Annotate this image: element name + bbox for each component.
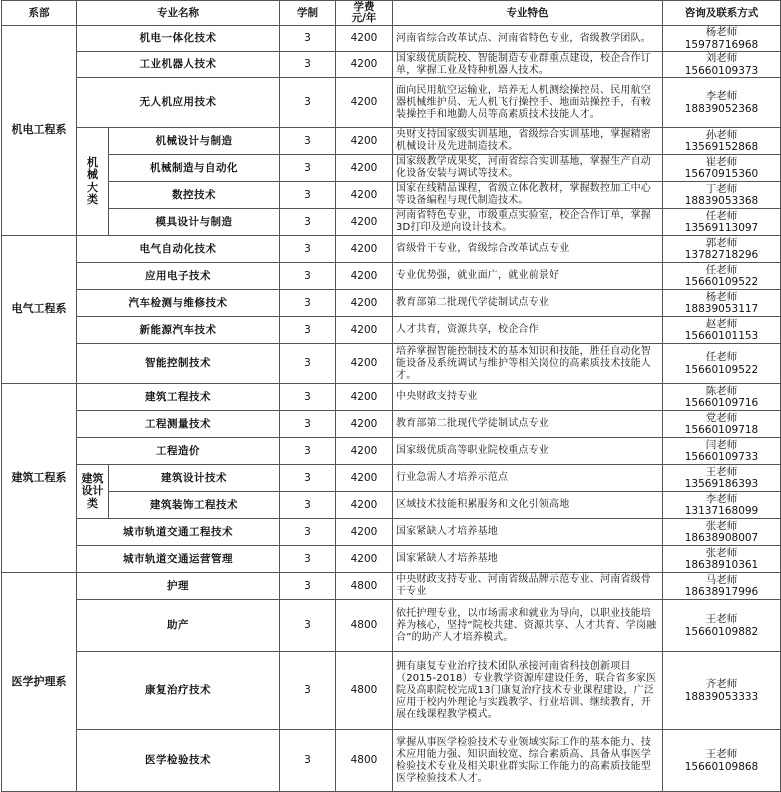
teacher: 杨老师 — [705, 26, 738, 38]
major-name: 应用电子技术 — [77, 263, 280, 290]
phone: 15660109522 — [684, 363, 759, 376]
fee: 4200 — [336, 209, 393, 236]
table-row — [2, 317, 781, 344]
teacher: 李老师 — [705, 90, 738, 102]
feature: 省级骨干专业，省级综合改革试点专业 — [393, 236, 663, 263]
contact — [663, 52, 781, 78]
subgroup-char: 机 — [87, 155, 98, 169]
teacher: 刘老师 — [705, 52, 738, 64]
table-row — [2, 438, 781, 465]
table-row — [2, 209, 781, 236]
major-name: 工程测量技术 — [77, 411, 280, 438]
table-row — [2, 600, 781, 652]
major-name: 康复治疗技术 — [77, 652, 280, 730]
major-name: 医学检验技术 — [77, 730, 280, 792]
fee: 4200 — [336, 52, 393, 78]
duration: 3 — [280, 438, 336, 465]
teacher: 杨老师 — [705, 290, 738, 303]
table-row — [2, 573, 781, 600]
major-name: 工业机器人技术 — [77, 52, 280, 78]
table-row — [2, 730, 781, 792]
feature: 拥有康复专业治疗技术团队承接河南省科技创新项目（2015-2018）专业教学资源库建设任务，联合省多家医院及高职院校完成13门康复治疗技术专业课程建设，广泛应用于校内外理论与实践教学、行业培训、继续教育，开展在线课程教学模式。 — [393, 652, 663, 730]
duration: 3 — [280, 182, 336, 209]
table-row — [2, 78, 781, 128]
phone: 18839052368 — [684, 102, 759, 115]
phone: 13569186393 — [684, 478, 759, 490]
major-name: 机械设计与制造 — [109, 128, 280, 155]
major-name: 机电一体化技术 — [77, 26, 280, 52]
duration: 3 — [280, 209, 336, 236]
contact — [663, 128, 781, 155]
phone: 18638908007 — [684, 532, 759, 544]
dept-dianqi: 电气工程系 — [2, 236, 77, 384]
header-fee — [336, 1, 393, 26]
major-name: 模具设计与制造 — [109, 209, 280, 236]
major-name: 机械制造与自动化 — [109, 155, 280, 182]
header-fee-line1: 学费 — [353, 1, 375, 13]
duration: 3 — [280, 600, 336, 652]
teacher: 陈老师 — [705, 384, 738, 397]
phone: 15978716968 — [684, 38, 759, 51]
contact — [663, 465, 781, 492]
table-row — [2, 128, 781, 155]
phone: 15660109868 — [684, 760, 759, 773]
contact — [663, 236, 781, 263]
teacher: 张老师 — [705, 546, 738, 559]
header-feature: 专业特色 — [393, 1, 663, 26]
teacher: 任老师 — [705, 351, 738, 363]
table-row — [2, 465, 781, 492]
contact — [663, 411, 781, 438]
phone: 15660109882 — [684, 625, 759, 638]
majors-table — [1, 0, 781, 792]
phone: 15660109733 — [684, 451, 759, 463]
phone: 15670915360 — [684, 168, 759, 180]
table-row — [2, 546, 781, 573]
feature: 教育部第二批现代学徒制试点专业 — [393, 411, 663, 438]
fee: 4200 — [336, 317, 393, 344]
feature: 国家在线精品课程，省级立体化教材，掌握数控加工中心等设备编程与现代制造技术。 — [393, 182, 663, 209]
fee: 4200 — [336, 290, 393, 317]
fee: 4200 — [336, 438, 393, 465]
duration: 3 — [280, 411, 336, 438]
teacher: 赵老师 — [705, 317, 738, 330]
subgroup-jianzhu-sheji — [77, 465, 109, 519]
duration: 3 — [280, 730, 336, 792]
duration: 3 — [280, 236, 336, 263]
phone: 15660109373 — [684, 64, 759, 77]
phone: 15660109716 — [684, 397, 759, 409]
teacher: 齐老师 — [705, 678, 738, 690]
contact — [663, 290, 781, 317]
major-name: 建筑工程技术 — [77, 384, 280, 411]
duration: 3 — [280, 52, 336, 78]
table-row — [2, 290, 781, 317]
major-name: 建筑装饰工程技术 — [109, 492, 280, 519]
contact — [663, 155, 781, 182]
major-name: 智能控制技术 — [77, 344, 280, 384]
fee: 4200 — [336, 492, 393, 519]
teacher: 闫老师 — [705, 438, 738, 451]
phone: 18839053117 — [684, 303, 759, 315]
teacher: 王老师 — [705, 465, 738, 478]
dept-jianzhu: 建筑工程系 — [2, 384, 77, 573]
contact — [663, 344, 781, 384]
table-row — [2, 182, 781, 209]
major-name: 汽车检测与维修技术 — [77, 290, 280, 317]
phone: 18839053333 — [684, 690, 759, 703]
contact — [663, 519, 781, 546]
fee: 4800 — [336, 652, 393, 730]
major-name: 建筑设计技术 — [109, 465, 280, 492]
feature: 面向民用航空运输业，培养无人机测绘操控员、民用航空器机械维护员、无人机飞行操控手、地面站操控手，有較装操控手和地勤人员等高素质技术技能人才。 — [393, 78, 663, 128]
duration: 3 — [280, 573, 336, 600]
major-name: 电气自动化技术 — [77, 236, 280, 263]
table-row — [2, 155, 781, 182]
duration: 3 — [280, 290, 336, 317]
fee: 4800 — [336, 573, 393, 600]
subgroup-char: 类 — [87, 193, 98, 206]
fee: 4200 — [336, 236, 393, 263]
fee: 4200 — [336, 384, 393, 411]
teacher: 任老师 — [705, 209, 738, 222]
table-row — [2, 236, 781, 263]
major-name: 城市轨道交通工程技术 — [77, 519, 280, 546]
subgroup-char: 设计 — [81, 484, 104, 498]
teacher: 任老师 — [705, 263, 738, 276]
table-row — [2, 52, 781, 78]
subgroup-char: 械 — [87, 168, 98, 181]
teacher: 崔老师 — [705, 155, 738, 168]
duration: 3 — [280, 263, 336, 290]
contact — [663, 600, 781, 652]
feature: 国家紧缺人才培养基地 — [393, 519, 663, 546]
teacher: 李老师 — [705, 492, 738, 505]
contact — [663, 652, 781, 730]
header-major: 专业名称 — [77, 1, 280, 26]
duration: 3 — [280, 317, 336, 344]
feature: 国家级优质高等职业院校重点专业 — [393, 438, 663, 465]
duration: 3 — [280, 128, 336, 155]
major-name: 城市轨道交通运营管理 — [77, 546, 280, 573]
subgroup-char: 大 — [87, 180, 98, 194]
fee: 4800 — [336, 730, 393, 792]
feature: 人才共育，资源共享，校企合作 — [393, 317, 663, 344]
phone: 18638910361 — [684, 559, 759, 571]
duration: 3 — [280, 652, 336, 730]
fee: 4200 — [336, 26, 393, 52]
duration: 3 — [280, 78, 336, 128]
header-dept: 系部 — [2, 1, 77, 26]
phone: 15660109522 — [684, 276, 759, 288]
feature: 专业优势强，就业面广，就业前景好 — [393, 263, 663, 290]
fee: 4200 — [336, 465, 393, 492]
feature: 教育部第二批现代学徒制试点专业 — [393, 290, 663, 317]
fee: 4200 — [336, 155, 393, 182]
fee: 4200 — [336, 546, 393, 573]
dept-yixue: 医学护理系 — [2, 573, 77, 792]
feature: 央财支持国家级实训基地，省级综合实训基地，掌握精密机械设计及先进制造技术。 — [393, 128, 663, 155]
feature: 中央财政支持专业、河南省级品牌示范专业、河南省级骨干专业 — [393, 573, 663, 600]
phone: 18638917996 — [684, 586, 759, 598]
contact — [663, 438, 781, 465]
feature: 掌握从事医学检验技术专业领域实际工作的基本能力、技术应用能力强、知识面较宽、综合素质高、具备从事医学检验技术专业及相关职业群实际工作能力的高素质技能型医学检验技术人才。 — [393, 730, 663, 792]
fee: 4200 — [336, 128, 393, 155]
teacher: 郭老师 — [705, 236, 738, 249]
phone: 15660109718 — [684, 424, 759, 436]
feature: 国家紧缺人才培养基地 — [393, 546, 663, 573]
teacher: 马老师 — [705, 573, 738, 586]
teacher: 王老师 — [705, 748, 738, 760]
header-duration: 学制 — [280, 1, 336, 26]
phone: 13569152868 — [684, 141, 759, 153]
contact — [663, 317, 781, 344]
subgroup-char: 类 — [87, 496, 98, 510]
feature: 河南省综合改革试点、河南省特色专业，省级教学团队。 — [393, 26, 663, 52]
fee: 4200 — [336, 78, 393, 128]
table-row — [2, 263, 781, 290]
phone: 13137168099 — [684, 505, 759, 517]
contact — [663, 546, 781, 573]
table-row — [2, 492, 781, 519]
subgroup-char: 建筑 — [81, 471, 104, 485]
duration: 3 — [280, 384, 336, 411]
table-row — [2, 411, 781, 438]
phone: 18839053368 — [684, 195, 759, 207]
header-fee-line2: 元/年 — [351, 12, 377, 24]
major-name: 助产 — [77, 600, 280, 652]
teacher: 张老师 — [705, 519, 738, 532]
fee: 4200 — [336, 411, 393, 438]
phone: 13569113097 — [684, 222, 759, 234]
duration: 3 — [280, 155, 336, 182]
phone: 15660101153 — [684, 330, 759, 342]
teacher: 王老师 — [705, 613, 738, 625]
feature: 国家级优质院校、智能制造专业群重点建设，校企合作订单，掌握工业及特种机器人技术。 — [393, 52, 663, 78]
fee: 4200 — [336, 263, 393, 290]
table-row — [2, 384, 781, 411]
table-row — [2, 26, 781, 52]
dept-jidian: 机电工程系 — [2, 26, 77, 236]
feature: 河南省特色专业，市级重点实验室，校企合作订单，掌握3D打印及逆向设计技术。 — [393, 209, 663, 236]
feature: 区域技术技能积累服务和文化引领高地 — [393, 492, 663, 519]
contact — [663, 492, 781, 519]
contact — [663, 209, 781, 236]
contact — [663, 573, 781, 600]
teacher: 孙老师 — [705, 128, 738, 141]
feature: 国家级教学成果奖，河南省综合实训基地，掌握生产自动化设备安装与调试等技术。 — [393, 155, 663, 182]
major-name: 工程造价 — [77, 438, 280, 465]
fee: 4200 — [336, 344, 393, 384]
teacher: 党老师 — [705, 411, 738, 424]
duration: 3 — [280, 546, 336, 573]
contact — [663, 78, 781, 128]
duration: 3 — [280, 26, 336, 52]
feature: 中央财政支持专业 — [393, 384, 663, 411]
header-row — [2, 1, 781, 26]
table-row — [2, 519, 781, 546]
fee: 4200 — [336, 519, 393, 546]
fee: 4200 — [336, 182, 393, 209]
contact — [663, 26, 781, 52]
major-name: 无人机应用技术 — [77, 78, 280, 128]
contact — [663, 384, 781, 411]
contact — [663, 730, 781, 792]
duration: 3 — [280, 465, 336, 492]
phone: 13782718296 — [684, 249, 759, 261]
duration: 3 — [280, 492, 336, 519]
duration: 3 — [280, 519, 336, 546]
feature: 行业急需人才培养示范点 — [393, 465, 663, 492]
teacher: 丁老师 — [705, 182, 738, 195]
major-name: 护理 — [77, 573, 280, 600]
table-row — [2, 344, 781, 384]
header-contact: 咨询及联系方式 — [663, 1, 781, 26]
major-name: 新能源汽车技术 — [77, 317, 280, 344]
contact — [663, 182, 781, 209]
contact — [663, 263, 781, 290]
subgroup-jixie — [77, 128, 109, 236]
feature: 依托护理专业，以市场需求和就业为导向，以职业技能培养为核心，坚持“院校共建、资源共享、人才共育、学岗融合”的助产人才培养模式。 — [393, 600, 663, 652]
feature: 培养掌握智能控制技术的基本知识和技能，胜任自动化智能设备及系统调试与维护等相关岗位的高素质技术技能人才。 — [393, 344, 663, 384]
duration: 3 — [280, 344, 336, 384]
major-name: 数控技术 — [109, 182, 280, 209]
table-row — [2, 652, 781, 730]
fee: 4800 — [336, 600, 393, 652]
